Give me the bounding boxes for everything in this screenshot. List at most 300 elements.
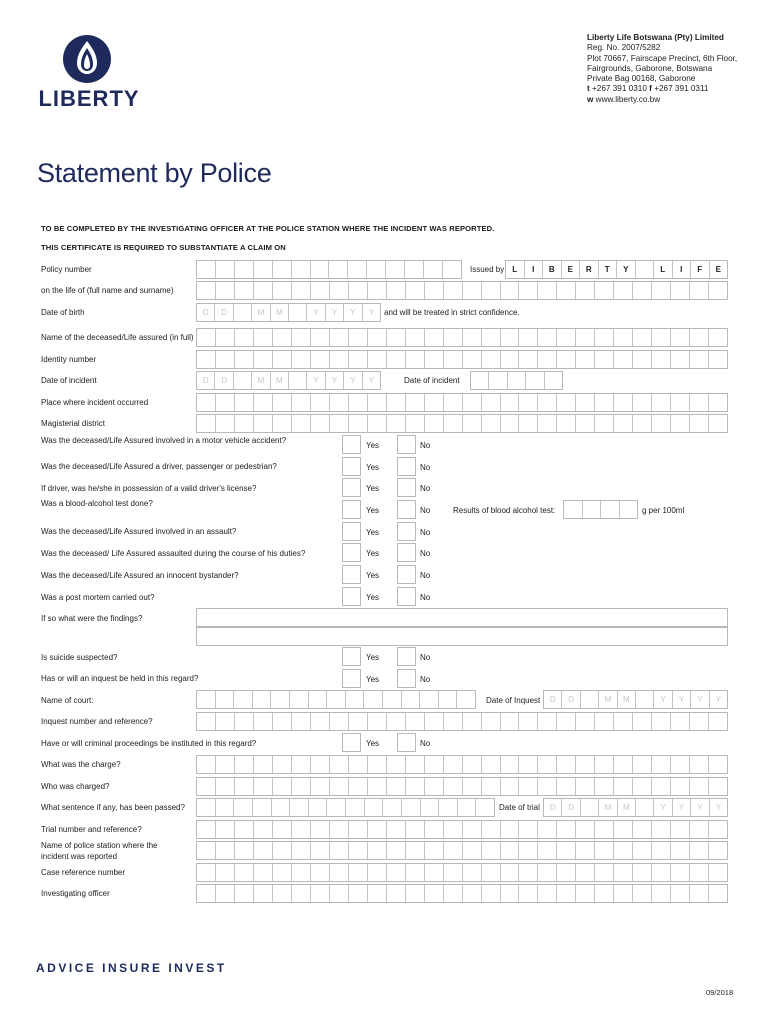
- officer-grid-cell[interactable]: [311, 885, 330, 902]
- date-trial-grid-cell[interactable]: M: [618, 799, 636, 816]
- life-of-grid-cell[interactable]: [709, 282, 727, 299]
- deceased-name-grid-cell[interactable]: [519, 329, 538, 346]
- q-postmortem-no-checkbox[interactable]: [397, 587, 416, 606]
- place-incident-grid-cell[interactable]: [463, 394, 482, 411]
- issued-by-grid-cell[interactable]: L: [654, 261, 673, 278]
- place-incident-grid-cell[interactable]: [368, 394, 387, 411]
- court-name-grid-cell[interactable]: [309, 691, 328, 708]
- charged-grid-cell[interactable]: [576, 778, 595, 795]
- charge-grid-cell[interactable]: [292, 756, 311, 773]
- inquest-number-grid-cell[interactable]: [406, 713, 425, 730]
- inquest-number-grid-cell[interactable]: [614, 713, 633, 730]
- charge-grid-cell[interactable]: [690, 756, 709, 773]
- officer-grid-cell[interactable]: [633, 885, 652, 902]
- policy-number-grid-cell[interactable]: [424, 261, 443, 278]
- date-inquest-grid[interactable]: [543, 690, 728, 709]
- time-of-incident-grid-cell[interactable]: [526, 372, 544, 389]
- case-ref-grid-cell[interactable]: [254, 864, 273, 881]
- policy-number-grid-cell[interactable]: [197, 261, 216, 278]
- sentence-grid-cell[interactable]: [327, 799, 346, 816]
- inquest-number-grid-cell[interactable]: [349, 713, 368, 730]
- date-trial-grid-cell[interactable]: Y: [654, 799, 672, 816]
- officer-grid-cell[interactable]: [254, 885, 273, 902]
- trial-number-grid-cell[interactable]: [368, 821, 387, 838]
- identity-number-grid-cell[interactable]: [557, 351, 576, 368]
- officer-grid-cell[interactable]: [614, 885, 633, 902]
- charge-grid-cell[interactable]: [595, 756, 614, 773]
- officer-grid-cell[interactable]: [690, 885, 709, 902]
- date-of-birth-grid-cell[interactable]: M: [271, 304, 289, 321]
- deceased-name-grid-cell[interactable]: [463, 329, 482, 346]
- identity-number-grid-cell[interactable]: [652, 351, 671, 368]
- identity-number-grid-cell[interactable]: [425, 351, 444, 368]
- case-ref-grid-cell[interactable]: [519, 864, 538, 881]
- charge-grid-cell[interactable]: [519, 756, 538, 773]
- charge-grid[interactable]: [196, 755, 728, 774]
- deceased-name-grid-cell[interactable]: [292, 329, 311, 346]
- policy-number-grid-cell[interactable]: [386, 261, 405, 278]
- deceased-name-grid-cell[interactable]: [633, 329, 652, 346]
- officer-grid-cell[interactable]: [652, 885, 671, 902]
- deceased-name-grid-cell[interactable]: [557, 329, 576, 346]
- date-of-birth-grid-cell[interactable]: Y: [344, 304, 362, 321]
- life-of-grid-cell[interactable]: [425, 282, 444, 299]
- court-name-grid-cell[interactable]: [197, 691, 216, 708]
- date-inquest-grid-cell[interactable]: D: [544, 691, 562, 708]
- station-grid-cell[interactable]: [368, 842, 387, 859]
- date-of-incident-grid-cell[interactable]: Y: [368, 376, 375, 385]
- date-of-birth-grid-cell[interactable]: D: [197, 304, 215, 321]
- life-of-grid-cell[interactable]: [311, 282, 330, 299]
- sentence-grid-cell[interactable]: [197, 799, 216, 816]
- place-incident-grid-cell[interactable]: [595, 394, 614, 411]
- trial-number-grid-cell[interactable]: [501, 821, 520, 838]
- inquest-number-grid-cell[interactable]: [595, 713, 614, 730]
- inquest-number-grid-cell[interactable]: [444, 713, 463, 730]
- officer-grid-cell[interactable]: [292, 885, 311, 902]
- charged-grid-cell[interactable]: [538, 778, 557, 795]
- magisterial-district-grid-cell[interactable]: [368, 415, 387, 432]
- charged-grid-cell[interactable]: [235, 778, 254, 795]
- place-incident-grid-cell[interactable]: [387, 394, 406, 411]
- identity-number-grid-cell[interactable]: [444, 351, 463, 368]
- inquest-number-grid-cell[interactable]: [652, 713, 671, 730]
- deceased-name-grid-cell[interactable]: [709, 329, 727, 346]
- case-ref-grid-cell[interactable]: [349, 864, 368, 881]
- date-trial-grid-cell[interactable]: [636, 799, 654, 816]
- place-incident-grid[interactable]: [196, 393, 728, 412]
- station-grid-cell[interactable]: [690, 842, 709, 859]
- place-incident-grid-cell[interactable]: [254, 394, 273, 411]
- inquest-number-grid-cell[interactable]: [425, 713, 444, 730]
- inquest-number-grid-cell[interactable]: [501, 713, 520, 730]
- place-incident-grid-cell[interactable]: [557, 394, 576, 411]
- trial-number-grid-cell[interactable]: [425, 821, 444, 838]
- sentence-grid-cell[interactable]: [290, 799, 309, 816]
- charged-grid-cell[interactable]: [690, 778, 709, 795]
- date-trial-grid-cell[interactable]: D: [544, 799, 562, 816]
- station-grid-cell[interactable]: [633, 842, 652, 859]
- sentence-grid-cell[interactable]: [476, 799, 494, 816]
- deceased-name-grid-cell[interactable]: [273, 329, 292, 346]
- trial-number-grid-cell[interactable]: [273, 821, 292, 838]
- date-inquest-grid-cell[interactable]: [636, 691, 654, 708]
- trial-number-grid-cell[interactable]: [482, 821, 501, 838]
- sentence-grid-cell[interactable]: [439, 799, 458, 816]
- magisterial-district-grid-cell[interactable]: [330, 415, 349, 432]
- sentence-grid-cell[interactable]: [272, 799, 291, 816]
- date-of-birth-grid-cell[interactable]: [289, 304, 307, 321]
- place-incident-grid-cell[interactable]: [425, 394, 444, 411]
- date-of-incident-grid-cell[interactable]: Y: [307, 372, 325, 389]
- life-of-grid-cell[interactable]: [538, 282, 557, 299]
- charge-grid-cell[interactable]: [254, 756, 273, 773]
- life-of-grid-cell[interactable]: [292, 282, 311, 299]
- trial-number-grid-cell[interactable]: [709, 821, 727, 838]
- charged-grid-cell[interactable]: [292, 778, 311, 795]
- identity-number-grid-cell[interactable]: [690, 351, 709, 368]
- q-license-yes-checkbox[interactable]: [342, 478, 361, 497]
- case-ref-grid-cell[interactable]: [330, 864, 349, 881]
- identity-number-grid-cell[interactable]: [330, 351, 349, 368]
- case-ref-grid-cell[interactable]: [197, 864, 216, 881]
- place-incident-grid-cell[interactable]: [576, 394, 595, 411]
- case-ref-grid-cell[interactable]: [425, 864, 444, 881]
- charge-grid-cell[interactable]: [425, 756, 444, 773]
- life-of-grid-cell[interactable]: [595, 282, 614, 299]
- sentence-grid-cell[interactable]: [383, 799, 402, 816]
- charged-grid-cell[interactable]: [406, 778, 425, 795]
- time-of-incident-grid[interactable]: [470, 371, 563, 390]
- inquest-number-grid-cell[interactable]: [690, 713, 709, 730]
- place-incident-grid-cell[interactable]: [235, 394, 254, 411]
- identity-number-grid-cell[interactable]: [614, 351, 633, 368]
- identity-number-grid-cell[interactable]: [292, 351, 311, 368]
- life-of-grid[interactable]: [196, 281, 728, 300]
- charged-grid-cell[interactable]: [349, 778, 368, 795]
- case-ref-grid-cell[interactable]: [690, 864, 709, 881]
- charge-grid-cell[interactable]: [557, 756, 576, 773]
- station-grid-cell[interactable]: [709, 842, 727, 859]
- identity-number-grid-cell[interactable]: [595, 351, 614, 368]
- life-of-grid-cell[interactable]: [330, 282, 349, 299]
- q-postmortem-yes-checkbox[interactable]: [342, 587, 361, 606]
- q-duties-no-checkbox[interactable]: [397, 543, 416, 562]
- deceased-name-grid-cell[interactable]: [406, 329, 425, 346]
- trial-number-grid-cell[interactable]: [671, 821, 690, 838]
- sentence-grid-cell[interactable]: [421, 799, 440, 816]
- officer-grid-cell[interactable]: [425, 885, 444, 902]
- charged-grid-cell[interactable]: [273, 778, 292, 795]
- magisterial-district-grid-cell[interactable]: [690, 415, 709, 432]
- place-incident-grid-cell[interactable]: [311, 394, 330, 411]
- case-ref-grid-cell[interactable]: [273, 864, 292, 881]
- officer-grid-cell[interactable]: [349, 885, 368, 902]
- charged-grid-cell[interactable]: [387, 778, 406, 795]
- station-grid-cell[interactable]: [387, 842, 406, 859]
- magisterial-district-grid-cell[interactable]: [254, 415, 273, 432]
- identity-number-grid-cell[interactable]: [197, 351, 216, 368]
- deceased-name-grid-cell[interactable]: [690, 329, 709, 346]
- charge-grid-cell[interactable]: [273, 756, 292, 773]
- life-of-grid-cell[interactable]: [406, 282, 425, 299]
- identity-number-grid-cell[interactable]: [633, 351, 652, 368]
- magisterial-district-grid-cell[interactable]: [538, 415, 557, 432]
- case-ref-grid-cell[interactable]: [633, 864, 652, 881]
- case-ref-grid-cell[interactable]: [311, 864, 330, 881]
- charged-grid-cell[interactable]: [633, 778, 652, 795]
- q-suicide-no-checkbox[interactable]: [397, 647, 416, 666]
- officer-grid-cell[interactable]: [595, 885, 614, 902]
- life-of-grid-cell[interactable]: [652, 282, 671, 299]
- place-incident-grid-cell[interactable]: [349, 394, 368, 411]
- charged-grid-cell[interactable]: [330, 778, 349, 795]
- charged-grid-cell[interactable]: [671, 778, 690, 795]
- charge-grid-cell[interactable]: [671, 756, 690, 773]
- inquest-number-grid-cell[interactable]: [292, 713, 311, 730]
- officer-grid-cell[interactable]: [519, 885, 538, 902]
- case-ref-grid-cell[interactable]: [595, 864, 614, 881]
- time-of-incident-grid-cell[interactable]: [489, 372, 507, 389]
- charge-grid-cell[interactable]: [349, 756, 368, 773]
- policy-number-grid-cell[interactable]: [443, 261, 461, 278]
- deceased-name-grid-cell[interactable]: [671, 329, 690, 346]
- station-grid-cell[interactable]: [311, 842, 330, 859]
- trial-number-grid-cell[interactable]: [463, 821, 482, 838]
- q-suicide-yes-checkbox[interactable]: [342, 647, 361, 666]
- station-grid-cell[interactable]: [425, 842, 444, 859]
- place-incident-grid-cell[interactable]: [519, 394, 538, 411]
- policy-number-grid-cell[interactable]: [292, 261, 311, 278]
- case-ref-grid-cell[interactable]: [652, 864, 671, 881]
- sentence-grid-cell[interactable]: [458, 799, 477, 816]
- date-trial-grid[interactable]: [543, 798, 728, 817]
- station-grid-cell[interactable]: [406, 842, 425, 859]
- date-of-incident-grid-cell[interactable]: D: [215, 372, 233, 389]
- court-name-grid-cell[interactable]: [234, 691, 253, 708]
- court-name-grid-cell[interactable]: [216, 691, 235, 708]
- case-ref-grid-cell[interactable]: [671, 864, 690, 881]
- deceased-name-grid[interactable]: [196, 328, 728, 347]
- station-grid-cell[interactable]: [482, 842, 501, 859]
- issued-by-grid-cell[interactable]: E: [562, 261, 581, 278]
- time-of-incident-grid-cell[interactable]: [545, 372, 562, 389]
- charged-grid-cell[interactable]: [216, 778, 235, 795]
- trial-number-grid-cell[interactable]: [595, 821, 614, 838]
- issued-by-grid-cell[interactable]: B: [543, 261, 562, 278]
- sentence-grid-cell[interactable]: [234, 799, 253, 816]
- charge-grid-cell[interactable]: [406, 756, 425, 773]
- place-incident-grid-cell[interactable]: [482, 394, 501, 411]
- deceased-name-grid-cell[interactable]: [216, 329, 235, 346]
- inquest-number-grid[interactable]: [196, 712, 728, 731]
- identity-number-grid-cell[interactable]: [311, 351, 330, 368]
- identity-number-grid-cell[interactable]: [501, 351, 520, 368]
- officer-grid-cell[interactable]: [387, 885, 406, 902]
- officer-grid-cell[interactable]: [576, 885, 595, 902]
- blood-results-grid[interactable]: [563, 500, 638, 519]
- life-of-grid-cell[interactable]: [501, 282, 520, 299]
- trial-number-grid-cell[interactable]: [216, 821, 235, 838]
- q-blood-no-checkbox[interactable]: [397, 500, 416, 519]
- inquest-number-grid-cell[interactable]: [330, 713, 349, 730]
- issued-by-grid-cell[interactable]: L: [506, 261, 525, 278]
- date-of-birth-grid-cell[interactable]: M: [252, 304, 270, 321]
- station-grid-cell[interactable]: [216, 842, 235, 859]
- place-incident-grid-cell[interactable]: [444, 394, 463, 411]
- magisterial-district-grid-cell[interactable]: [197, 415, 216, 432]
- case-ref-grid-cell[interactable]: [501, 864, 520, 881]
- issued-by-grid-cell[interactable]: E: [715, 265, 721, 274]
- trial-number-grid-cell[interactable]: [557, 821, 576, 838]
- q-driver-no-checkbox[interactable]: [397, 457, 416, 476]
- trial-number-grid-cell[interactable]: [633, 821, 652, 838]
- court-name-grid-cell[interactable]: [271, 691, 290, 708]
- inquest-number-grid-cell[interactable]: [519, 713, 538, 730]
- q-blood-yes-checkbox[interactable]: [342, 500, 361, 519]
- charge-grid-cell[interactable]: [633, 756, 652, 773]
- place-incident-grid-cell[interactable]: [690, 394, 709, 411]
- officer-grid[interactable]: [196, 884, 728, 903]
- date-inquest-grid-cell[interactable]: Y: [654, 691, 672, 708]
- policy-number-grid-cell[interactable]: [367, 261, 386, 278]
- magisterial-district-grid-cell[interactable]: [311, 415, 330, 432]
- sentence-grid-cell[interactable]: [216, 799, 235, 816]
- officer-grid-cell[interactable]: [406, 885, 425, 902]
- court-name-grid-cell[interactable]: [327, 691, 346, 708]
- date-inquest-grid-cell[interactable]: D: [562, 691, 580, 708]
- trial-number-grid-cell[interactable]: [292, 821, 311, 838]
- inquest-number-grid-cell[interactable]: [538, 713, 557, 730]
- magisterial-district-grid-cell[interactable]: [576, 415, 595, 432]
- charged-grid-cell[interactable]: [444, 778, 463, 795]
- life-of-grid-cell[interactable]: [576, 282, 595, 299]
- deceased-name-grid-cell[interactable]: [501, 329, 520, 346]
- q-inquest-no-checkbox[interactable]: [397, 669, 416, 688]
- station-grid[interactable]: [196, 841, 728, 860]
- date-trial-grid-cell[interactable]: M: [599, 799, 617, 816]
- charged-grid-cell[interactable]: [482, 778, 501, 795]
- life-of-grid-cell[interactable]: [557, 282, 576, 299]
- inquest-number-grid-cell[interactable]: [671, 713, 690, 730]
- inquest-number-grid-cell[interactable]: [387, 713, 406, 730]
- court-name-grid-cell[interactable]: [290, 691, 309, 708]
- issued-by-grid-cell[interactable]: [636, 261, 655, 278]
- magisterial-district-grid-cell[interactable]: [482, 415, 501, 432]
- date-of-birth-grid-cell[interactable]: Y: [368, 308, 375, 317]
- date-of-incident-grid-cell[interactable]: [289, 372, 307, 389]
- court-name-grid-cell[interactable]: [253, 691, 272, 708]
- date-of-incident-grid-cell[interactable]: Y: [344, 372, 362, 389]
- magisterial-district-grid-cell[interactable]: [614, 415, 633, 432]
- life-of-grid-cell[interactable]: [273, 282, 292, 299]
- identity-number-grid-cell[interactable]: [576, 351, 595, 368]
- life-of-grid-cell[interactable]: [349, 282, 368, 299]
- charge-grid-cell[interactable]: [216, 756, 235, 773]
- station-grid-cell[interactable]: [652, 842, 671, 859]
- findings-box-2[interactable]: [196, 627, 728, 646]
- identity-number-grid-cell[interactable]: [254, 351, 273, 368]
- life-of-grid-cell[interactable]: [519, 282, 538, 299]
- identity-number-grid-cell[interactable]: [463, 351, 482, 368]
- station-grid-cell[interactable]: [576, 842, 595, 859]
- life-of-grid-cell[interactable]: [482, 282, 501, 299]
- officer-grid-cell[interactable]: [330, 885, 349, 902]
- magisterial-district-grid-cell[interactable]: [709, 415, 727, 432]
- magisterial-district-grid-cell[interactable]: [519, 415, 538, 432]
- sentence-grid-cell[interactable]: [402, 799, 421, 816]
- life-of-grid-cell[interactable]: [614, 282, 633, 299]
- trial-number-grid-cell[interactable]: [330, 821, 349, 838]
- q-bystander-no-checkbox[interactable]: [397, 565, 416, 584]
- charged-grid-cell[interactable]: [311, 778, 330, 795]
- charge-grid-cell[interactable]: [652, 756, 671, 773]
- identity-number-grid-cell[interactable]: [273, 351, 292, 368]
- case-ref-grid-cell[interactable]: [235, 864, 254, 881]
- inquest-number-grid-cell[interactable]: [482, 713, 501, 730]
- identity-number-grid-cell[interactable]: [709, 351, 727, 368]
- magisterial-district-grid-cell[interactable]: [349, 415, 368, 432]
- charge-grid-cell[interactable]: [444, 756, 463, 773]
- place-incident-grid-cell[interactable]: [330, 394, 349, 411]
- inquest-number-grid-cell[interactable]: [633, 713, 652, 730]
- date-of-birth-grid-cell[interactable]: Y: [326, 304, 344, 321]
- inquest-number-grid-cell[interactable]: [576, 713, 595, 730]
- deceased-name-grid-cell[interactable]: [482, 329, 501, 346]
- date-inquest-grid-cell[interactable]: M: [618, 691, 636, 708]
- charged-grid-cell[interactable]: [519, 778, 538, 795]
- magisterial-district-grid-cell[interactable]: [387, 415, 406, 432]
- trial-number-grid-cell[interactable]: [519, 821, 538, 838]
- charged-grid-cell[interactable]: [463, 778, 482, 795]
- deceased-name-grid-cell[interactable]: [311, 329, 330, 346]
- date-of-incident-grid-cell[interactable]: [234, 372, 252, 389]
- court-name-grid-cell[interactable]: [346, 691, 365, 708]
- place-incident-grid-cell[interactable]: [197, 394, 216, 411]
- policy-number-grid-cell[interactable]: [254, 261, 273, 278]
- date-inquest-grid-cell[interactable]: [581, 691, 599, 708]
- case-ref-grid-cell[interactable]: [463, 864, 482, 881]
- charged-grid-cell[interactable]: [614, 778, 633, 795]
- officer-grid-cell[interactable]: [197, 885, 216, 902]
- life-of-grid-cell[interactable]: [235, 282, 254, 299]
- sentence-grid-cell[interactable]: [346, 799, 365, 816]
- court-name-grid-cell[interactable]: [439, 691, 458, 708]
- trial-number-grid-cell[interactable]: [576, 821, 595, 838]
- issued-by-grid-cell[interactable]: I: [673, 261, 692, 278]
- magisterial-district-grid-cell[interactable]: [557, 415, 576, 432]
- inquest-number-grid-cell[interactable]: [463, 713, 482, 730]
- policy-number-grid-cell[interactable]: [405, 261, 424, 278]
- case-ref-grid[interactable]: [196, 863, 728, 882]
- date-of-birth-grid-cell[interactable]: Y: [307, 304, 325, 321]
- trial-number-grid-cell[interactable]: [387, 821, 406, 838]
- life-of-grid-cell[interactable]: [216, 282, 235, 299]
- case-ref-grid-cell[interactable]: [538, 864, 557, 881]
- deceased-name-grid-cell[interactable]: [330, 329, 349, 346]
- inquest-number-grid-cell[interactable]: [197, 713, 216, 730]
- court-name-grid[interactable]: [196, 690, 476, 709]
- case-ref-grid-cell[interactable]: [216, 864, 235, 881]
- blood-results-grid-cell[interactable]: [620, 501, 638, 518]
- q-criminal-no-checkbox[interactable]: [397, 733, 416, 752]
- deceased-name-grid-cell[interactable]: [197, 329, 216, 346]
- place-incident-grid-cell[interactable]: [709, 394, 727, 411]
- identity-number-grid-cell[interactable]: [406, 351, 425, 368]
- inquest-number-grid-cell[interactable]: [368, 713, 387, 730]
- date-trial-grid-cell[interactable]: D: [562, 799, 580, 816]
- blood-results-grid-cell[interactable]: [583, 501, 602, 518]
